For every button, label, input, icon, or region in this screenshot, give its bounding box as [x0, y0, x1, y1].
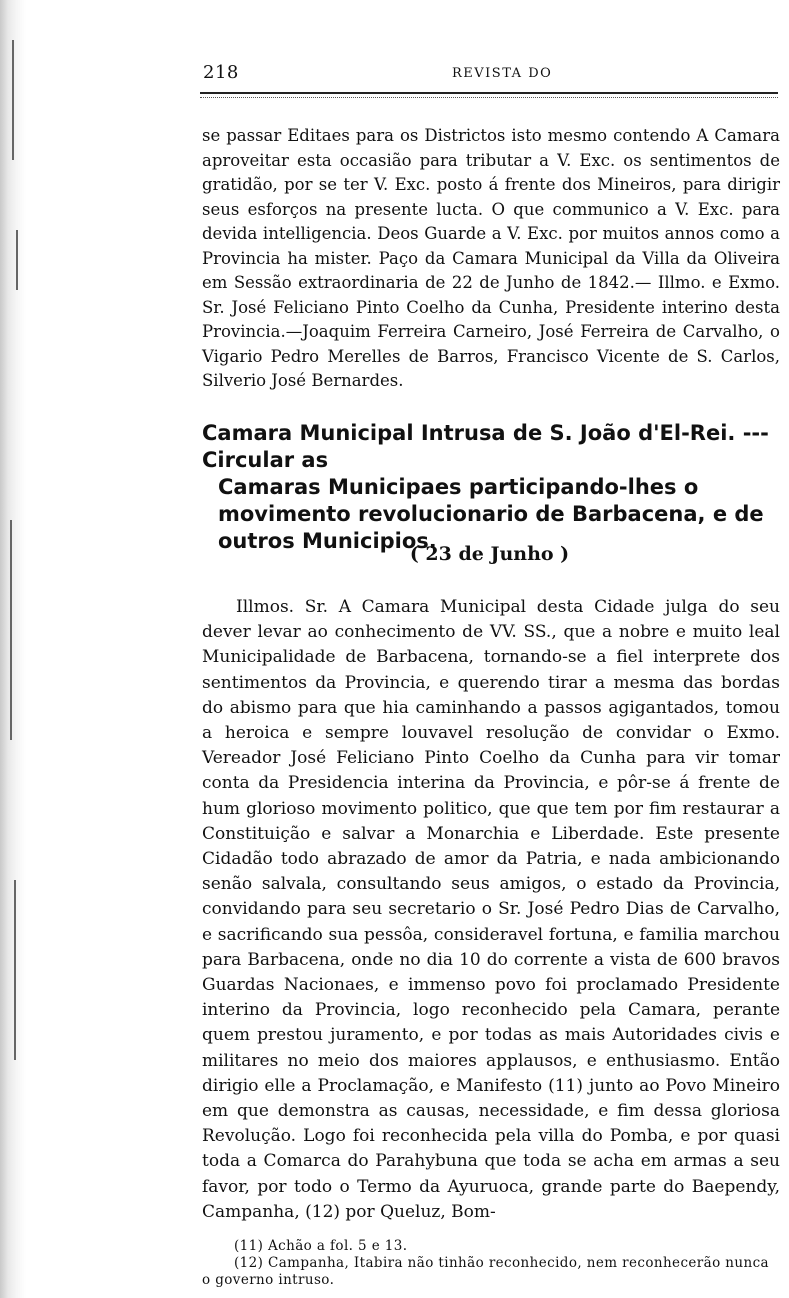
- scan-artifact-line: [12, 40, 14, 160]
- footnote-12: (12) Campanha, Itabira não tinhão reconhecido, nem reconhecerão nunca o governo intruso.: [202, 1255, 770, 1288]
- body-text: Illmos. Sr. A Camara Municipal desta Cidade julga do seu dever levar ao conhecimento de VV. SS., que a nobre e muito leal Municipalidade de Barbacena, tornando-se a fiel interprete dos sentimentos da Provincia, e querendo tirar a mesma das bordas do abismo para que hia caminhando a passos agigantados, tomou a heroica e sempre louvavel resolução de convidar o Exmo. Vereador José Feliciano Pinto Coelho da Cunha para vir tomar conta da Presidencia interina da Provincia, e pôr-se á frente de hum glorioso movimento politico, que que tem por fim restaurar a Constituição e salvar a Monarchia e Liberdade. Este presente Cidadão todo abrazado de amor da Patria, e nada ambicionando senão salvala, consultando seus amigos, o estado da Provincia, convidando para seu secretario o Sr. José Pedro Dias de Carvalho, e sacrificando sua pessôa, consideravel fortuna, e familia marchou para Barbacena, onde no dia 10 do corrente a vista de 600 bravos Guardas Nacionaes, e immenso povo foi proclamado Presidente interino da Provincia, logo reconhecido pela Camara, perante quem prestou juramento, e por todas as mais Autoridades civis e militares no meio dos maiores applausos, e enthusiasmo. Então dirigio elle a Proclamação, e Manifesto (11) junto ao Povo Mineiro em que demonstra as causas, necessidade, e fim dessa gloriosa Revolução. Logo foi reconhecida pela villa do Pomba, e por quasi toda a Comarca do Parahybuna que toda se acha em armas a seu favor, por todo o Termo da Ayuruoca, grande parte do Baependy, Campanha, (12) por Queluz, Bom-: [202, 597, 780, 1222]
- scan-artifact-line: [14, 880, 16, 1060]
- body-paragraph: [202, 595, 780, 1225]
- footnotes: [202, 1238, 780, 1289]
- intro-paragraph: [202, 124, 780, 394]
- scan-artifact-line: [16, 230, 18, 290]
- running-title: REVISTA DO: [452, 66, 553, 81]
- section-heading: [202, 420, 782, 555]
- scan-edge-shadow: [0, 0, 26, 1298]
- page-number: 218: [203, 62, 239, 83]
- header-rule: [200, 92, 778, 98]
- section-heading-first-line: Camara Municipal Intrusa de S. João d'El-Rei. --- Circular as: [202, 421, 769, 472]
- footnote-11: (11) Achão a fol. 5 e 13.: [234, 1238, 408, 1254]
- section-heading-continuation: Camaras Municipaes participando-lhes o movimento revolucionario de Barbacena, e de outros Municipios.: [218, 475, 764, 553]
- intro-text: se passar Editaes para os Districtos isto mesmo contendo A Camara aproveitar esta occasião para tributar a V. Exc. os sentimentos de gratidão, por se ter V. Exc. posto á frente dos Mineiros, para dirigir seus esforços na presente lucta. O que communico a V. Exc. para devida intelligencia. Deos Guarde a V. Exc. por muitos annos como a Provincia ha mister. Paço da Camara Municipal da Villa da Oliveira em Sessão extraordinaria de 22 de Junho de 1842.— Illmo. e Exmo. Sr. José Feliciano Pinto Coelho da Cunha, Presidente interino desta Provincia.—Joaquim Ferreira Carneiro, José Ferreira de Carvalho, o Vigario Pedro Merelles de Barros, Francisco Vicente de S. Carlos, Silverio José Bernardes.: [202, 126, 780, 390]
- date-line: ( 23 de Junho ): [409, 543, 570, 565]
- page-header: [200, 60, 780, 90]
